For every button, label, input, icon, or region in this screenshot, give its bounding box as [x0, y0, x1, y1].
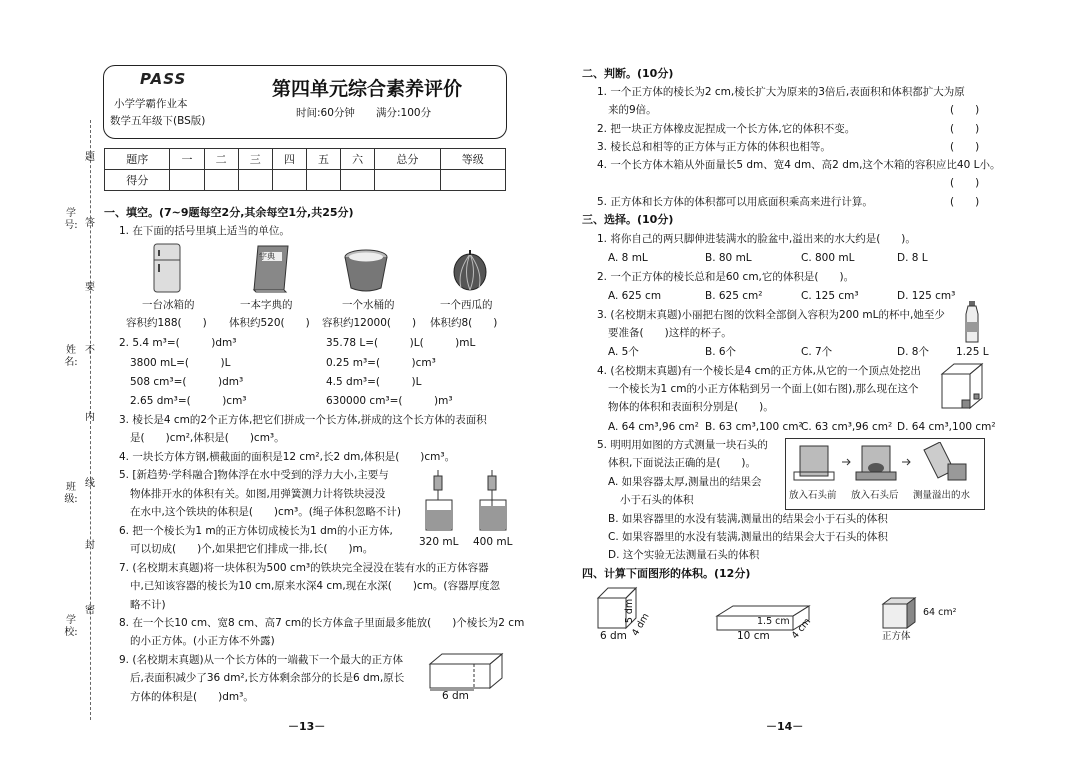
q6-line1: 6. 把一个棱长为1 m的正方体切成棱长为1 dm的小正方体,	[119, 525, 393, 537]
page-number-left: －13－	[288, 720, 326, 733]
j3-paren[interactable]: ( )	[950, 141, 980, 153]
fig3-area: 64 cm²	[923, 607, 957, 618]
c4-line1: 4. (名校期末真题)有一个棱长是4 cm的正方体,从它的一个顶点处挖出	[597, 365, 921, 377]
j3-text: 3. 棱长总和相等的正方体与正方体的体积也相等。	[597, 141, 831, 153]
q1-item1-line1: 一台冰箱的	[142, 299, 195, 311]
score-cell[interactable]	[440, 170, 505, 191]
c3-option-a[interactable]: A. 5个	[608, 346, 639, 358]
q9-dimension: 6 dm	[442, 690, 469, 702]
c5-option-a2: 小于石头的体积	[620, 494, 694, 506]
q1-item4-line2: 体积约8( )	[430, 317, 498, 329]
fig3-cube	[881, 596, 921, 630]
school-label: 学校:	[64, 615, 78, 638]
q1-text: 1. 在下面的括号里填上适当的单位。	[119, 225, 290, 237]
margin-char: 要	[85, 282, 95, 293]
q8-line2: 的小正方体。(小正方体不外露)	[130, 635, 275, 647]
page-number-right: －14－	[766, 720, 804, 733]
c1-option-b[interactable]: B. 80 mL	[705, 252, 752, 264]
fig2-length: 10 cm	[737, 630, 770, 642]
margin-char: 线	[85, 478, 95, 489]
score-head: 题序	[105, 149, 170, 170]
exam-time: 时间:60分钟	[296, 107, 355, 119]
c5-option-c[interactable]: C. 如果容器里的水没有装满,测量出的结果会大于石头的体积	[608, 531, 888, 543]
class-label: 班级:	[64, 482, 78, 505]
c3-line1: 3. (名校期末真题)小丽把右图的饮料全部倒入容积为200 mL的杯中,她至少	[597, 309, 945, 321]
section4-title: 四、计算下面图形的体积。(12分)	[582, 567, 751, 580]
j1-line2: 来的9倍。	[608, 104, 657, 116]
q9-line1: 9. (名校期末真题)从一个长方体的一端截下一个最大的正方体	[119, 654, 404, 666]
c2-option-b[interactable]: B. 625 cm²	[705, 290, 763, 302]
c4-option-b[interactable]: B. 63 cm³,100 cm²	[705, 421, 803, 433]
c4-line2: 一个棱长为1 cm的小正方体粘到另一个面上(如右图),那么现在这个	[608, 383, 919, 395]
j1-line1: 1. 一个正方体的棱长为2 cm,棱长扩大为原来的3倍后,表面积和体积都扩大为原	[597, 86, 965, 98]
cube-figure	[940, 360, 986, 412]
q8-line1: 8. 在一个长10 cm、宽8 cm、高7 cm的长方体盒子里面最多能放( )个棱长为2 cm	[119, 617, 525, 629]
c4-line3: 物体的体积和表面积分别是( )。	[608, 401, 774, 413]
score-label: 得分	[105, 170, 170, 191]
score-head: 三	[238, 149, 272, 170]
c1-option-c[interactable]: C. 800 mL	[801, 252, 855, 264]
q2-left-1: 2. 5.4 m³=( )dm³	[119, 337, 237, 349]
q9-line3: 方体的体积是( )dm³。	[130, 691, 254, 703]
j1-paren[interactable]: ( )	[950, 104, 980, 116]
q1-item3-line2: 容积约12000( )	[322, 317, 417, 329]
j2-paren[interactable]: ( )	[950, 123, 980, 135]
q1-item2-line2: 体积约520( )	[229, 317, 310, 329]
margin-char: 密	[85, 605, 95, 616]
c3-option-d[interactable]: D. 8个	[897, 346, 929, 358]
c5-line1: 5. 明明用如图的方式测量一块石头的	[597, 439, 768, 451]
q2-left-3: 508 cm³=( )dm³	[130, 376, 244, 388]
student-number-label: 学号:	[64, 208, 78, 231]
q3-line2: 是( )cm²,体积是( )cm³。	[130, 432, 285, 444]
step3-label: 测量溢出的水	[913, 490, 971, 501]
full-score: 满分:100分	[376, 107, 432, 119]
score-head: 六	[341, 149, 375, 170]
score-head: 四	[272, 149, 306, 170]
q2-right-1: 35.78 L=( )L( )mL	[326, 337, 476, 349]
score-cell[interactable]	[306, 170, 340, 191]
series-name: 小学学霸作业本	[114, 98, 188, 110]
margin-char: 封	[85, 540, 95, 551]
score-cell[interactable]	[238, 170, 272, 191]
c2-option-c[interactable]: C. 125 cm³	[801, 290, 859, 302]
q3-line1: 3. 棱长是4 cm的2个正方体,把它们拼成一个长方体,拼成的这个长方体的表面积	[119, 414, 487, 426]
score-cell[interactable]	[341, 170, 375, 191]
j2-text: 2. 把一块正方体橡皮泥捏成一个长方体,它的体积不变。	[597, 123, 856, 135]
j5-text: 5. 正方体和长方体的体积都可以用底面积乘高来进行计算。	[597, 196, 873, 208]
step1-label: 放入石头前	[789, 490, 837, 501]
j4-paren[interactable]: ( )	[950, 177, 980, 189]
fig1-depth: 4 dm	[629, 611, 652, 639]
c5-option-a1[interactable]: A. 如果容器太厚,测量出的结果会	[608, 476, 762, 488]
fig2-height: 1.5 cm	[757, 616, 790, 627]
j5-paren[interactable]: ( )	[950, 196, 980, 208]
section2-title: 二、判断。(10分)	[582, 67, 674, 80]
pass-logo: PASS	[140, 70, 187, 88]
q9-cuboid-figure	[428, 652, 508, 692]
step2-label: 放入石头后	[851, 490, 899, 501]
c1-text: 1. 将你自己的两只脚伸进装满水的脸盆中,溢出来的水大约是( )。	[597, 233, 916, 245]
score-cell[interactable]	[272, 170, 306, 191]
fridge-icon	[152, 242, 182, 294]
page-title: 第四单元综合素养评价	[272, 78, 463, 100]
q6-line2: 可以切成( )个,如果把它们排成一排,长( )m。	[130, 543, 374, 555]
c5-option-d[interactable]: D. 这个实验无法测量石头的体积	[608, 549, 760, 561]
c2-text: 2. 一个正方体的棱长总和是60 cm,它的体积是( )。	[597, 271, 855, 283]
experiment-diagram	[790, 442, 980, 484]
fig2-width: 4 cm	[789, 616, 814, 642]
c3-line2: 要准备( )这样的杯子。	[608, 327, 732, 339]
q7-line2: 中,已知该容器的棱长为10 cm,原来水深4 cm,现在水深( )cm。(容器厚度忽	[130, 580, 501, 592]
c5-option-b[interactable]: B. 如果容器里的水没有装满,测量出的结果会小于石头的体积	[608, 513, 888, 525]
c1-option-a[interactable]: A. 8 mL	[608, 252, 648, 264]
c3-option-c[interactable]: C. 7个	[801, 346, 833, 358]
q1-item4-line1: 一个西瓜的	[440, 299, 493, 311]
fig1-width: 6 dm	[600, 630, 627, 642]
q2-right-3: 4.5 dm³=( )L	[326, 376, 422, 388]
q5-line3: 在水中,这个铁块的体积是( )cm³。(绳子体积忽略不计)	[130, 506, 401, 518]
q1-item3-line1: 一个水桶的	[342, 299, 395, 311]
score-head: 二	[204, 149, 238, 170]
margin-char: 不	[85, 345, 95, 356]
score-head: 总分	[375, 149, 440, 170]
beaker-right-label: 400 mL	[473, 536, 513, 548]
q2-right-4: 630000 cm³=( )m³	[326, 395, 453, 407]
subject-grade: 数学五年级下(BS版)	[110, 115, 206, 127]
q5-line2: 物体排开水的体积有关。如图,用弹簧测力计将铁块浸没	[130, 488, 386, 500]
bottle-label: 1.25 L	[956, 346, 989, 358]
section1-title: 一、填空。(7~9题每空2分,其余每空1分,共25分)	[104, 206, 354, 219]
beaker-left-label: 320 mL	[419, 536, 459, 548]
bucket-icon	[342, 248, 390, 294]
q1-item2-line1: 一本字典的	[240, 299, 293, 311]
q5-line1: 5. [新趋势·学科融合]物体浮在水中受到的浮力大小,主要与	[119, 469, 389, 481]
score-cell[interactable]	[375, 170, 440, 191]
c1-option-d[interactable]: D. 8 L	[897, 252, 928, 264]
margin-char: 题	[85, 152, 95, 163]
score-cell[interactable]	[204, 170, 238, 191]
c2-option-d[interactable]: D. 125 cm³	[897, 290, 956, 302]
c4-option-a[interactable]: A. 64 cm³,96 cm²	[608, 421, 699, 433]
c4-option-c[interactable]: C. 63 cm³,96 cm²	[801, 421, 893, 433]
q4-text: 4. 一块长方体方钢,横截面的面积是12 cm²,长2 dm,体积是( )cm³。	[119, 451, 456, 463]
c2-option-a[interactable]: A. 625 cm	[608, 290, 662, 302]
q2-right-2: 0.25 m³=( )cm³	[326, 357, 436, 369]
name-label: 姓名:	[64, 345, 78, 368]
section3-title: 三、选择。(10分)	[582, 213, 674, 226]
score-table	[104, 148, 506, 191]
c3-option-b[interactable]: B. 6个	[705, 346, 737, 358]
score-head: 一	[170, 149, 204, 170]
watermelon-icon	[451, 248, 489, 292]
beaker-diagram	[418, 470, 514, 534]
score-head: 五	[306, 149, 340, 170]
q7-line1: 7. (名校期末真题)将一块体积为500 cm³的铁块完全浸没在装有水的正方体容器	[119, 562, 489, 574]
fig1-height: 5 dm	[624, 598, 636, 624]
bottle-icon	[960, 300, 984, 344]
dictionary-label: 字典	[259, 252, 275, 261]
q2-left-4: 2.65 dm³=( )cm³	[130, 395, 247, 407]
margin-char: 内	[85, 412, 95, 423]
q1-item1-line2: 容积约188( )	[126, 317, 207, 329]
j4-text: 4. 一个长方体木箱从外面量长5 dm、宽4 dm、高2 dm,这个木箱的容积应比40 L小。	[597, 159, 1001, 171]
q2-left-2: 3800 mL=( )L	[130, 357, 231, 369]
q7-line3: 略不计)	[130, 599, 166, 611]
c4-option-d[interactable]: D. 64 cm³,100 cm²	[897, 421, 996, 433]
score-cell[interactable]	[170, 170, 204, 191]
fig3-label: 正方体	[882, 631, 911, 642]
q9-line2: 后,表面积减少了36 dm²,长方体剩余部分的长是6 dm,原长	[130, 672, 405, 684]
c5-line2: 体积,下面说法正确的是( )。	[608, 457, 757, 469]
score-head: 等级	[440, 149, 505, 170]
margin-char: 答	[85, 218, 95, 229]
